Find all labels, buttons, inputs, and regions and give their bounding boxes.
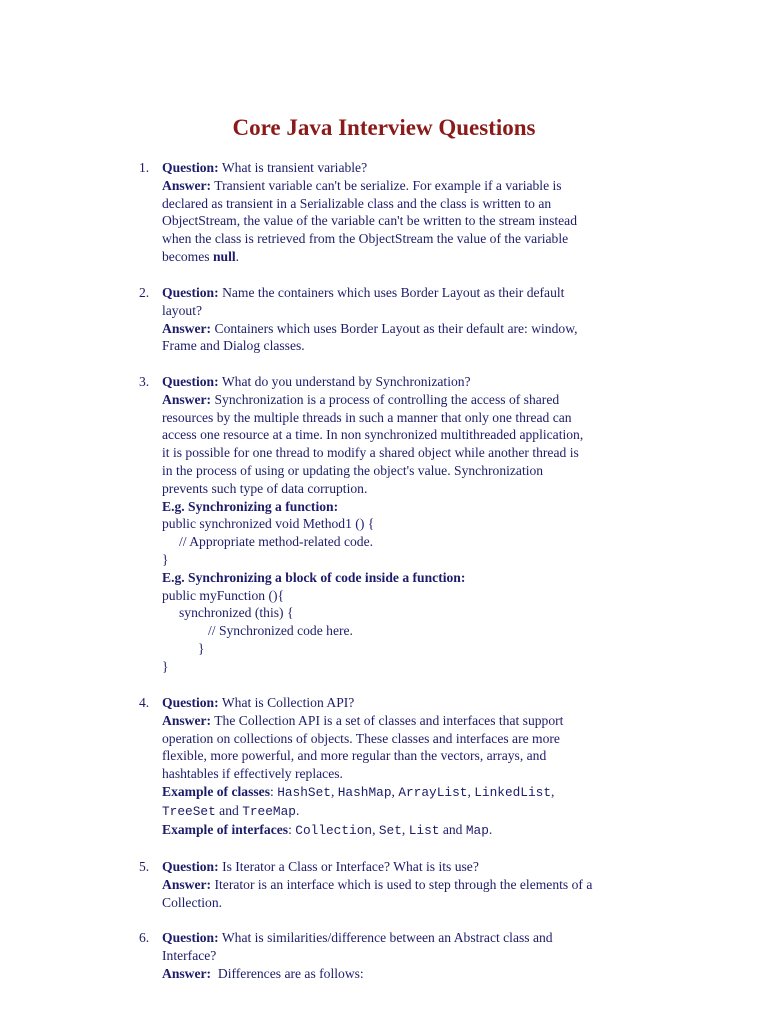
answer-line: hashtables if effectively replaces. — [162, 766, 343, 782]
example-heading: E.g. Synchronizing a block of code inside a function: — [162, 569, 466, 585]
classes-line: Example of classes: HashSet, HashMap, ArrayList, LinkedList, — [162, 783, 555, 800]
code-line: public myFunction (){ — [162, 587, 285, 603]
question-line: Question: What is Collection API? — [162, 695, 355, 710]
list-item-5 — [139, 858, 662, 911]
interfaces-line: Example of interfaces: Collection, Set, List and Map. — [162, 821, 493, 838]
answer-line: Frame and Dialog classes. — [162, 338, 305, 354]
answer-line: Answer: Differences are as follows: — [162, 965, 364, 981]
question-line: Question: What is similarities/difference between an Abstract class and — [162, 930, 553, 945]
answer-line: flexible, more powerful, and more regular than the vectors, arrays, and — [162, 748, 547, 764]
item-number: 5. — [139, 859, 150, 874]
item-number: 3. — [139, 374, 150, 389]
item-number: 6. — [139, 930, 150, 945]
classes-line: TreeSet and TreeMap. — [162, 802, 300, 819]
code-line: } — [162, 551, 169, 567]
answer-line: when the class is retrieved from the ObjectStream the value of the variable — [162, 231, 569, 247]
answer-line: prevents such type of data corruption. — [162, 480, 368, 496]
answer-line: Answer: The Collection API is a set of classes and interfaces that support — [162, 712, 564, 728]
list-item-2 — [139, 284, 662, 355]
answer-line: access one resource at a time. In non synchronized multithreaded application, — [162, 427, 584, 443]
answer-line: Collection. — [162, 894, 223, 910]
answer-line: operation on collections of objects. These classes and interfaces are more — [162, 730, 560, 746]
code-line: // Synchronized code here. — [208, 623, 353, 639]
answer-line: it is possible for one thread to modify a shared object while another thread is — [162, 445, 579, 461]
answer-line: ObjectStream, the value of the variable can't be written to the stream instead — [162, 213, 578, 229]
answer-line: declared as transient in a Serializable class and the class is written to an — [162, 195, 552, 211]
question-line: Question: Is Iterator a Class or Interface? What is its use? — [162, 859, 479, 874]
answer-line: Answer: Transient variable can't be serialize. For example if a variable is — [162, 177, 562, 193]
code-line: } — [162, 658, 169, 674]
question-line: Question: Name the containers which uses Border Layout as their default — [162, 285, 565, 300]
answer-line: becomes null. — [162, 248, 240, 264]
item-number: 2. — [139, 285, 150, 300]
code-line: } — [198, 640, 205, 656]
question-line: Interface? — [162, 947, 217, 963]
answer-line: Answer: Containers which uses Border Layout as their default are: window, — [162, 320, 578, 336]
question-line: Question: What is transient variable? — [162, 160, 368, 175]
answer-line: resources by the multiple threads in such a manner that only one thread can — [162, 409, 572, 425]
answer-line: Answer: Iterator is an interface which is used to step through the elements of a — [162, 876, 593, 892]
page-title: Core Java Interview Questions — [232, 115, 536, 140]
item-number: 4. — [139, 695, 150, 710]
question-line: layout? — [162, 302, 203, 318]
item-number: 1. — [139, 160, 150, 175]
code-line: synchronized (this) { — [179, 605, 294, 621]
answer-line: Answer: Synchronization is a process of controlling the access of shared — [162, 391, 560, 407]
list-item-4 — [139, 694, 662, 839]
list-item-3 — [139, 373, 662, 676]
code-line: public synchronized void Method1 () { — [162, 516, 375, 532]
answer-line: in the process of using or updating the object's value. Synchronization — [162, 462, 544, 478]
list-item-6 — [139, 929, 662, 982]
example-heading: E.g. Synchronizing a function: — [162, 498, 339, 514]
code-line: // Appropriate method-related code. — [179, 534, 374, 550]
question-line: Question: What do you understand by Synchronization? — [162, 374, 471, 389]
list-item-1 — [139, 159, 662, 266]
